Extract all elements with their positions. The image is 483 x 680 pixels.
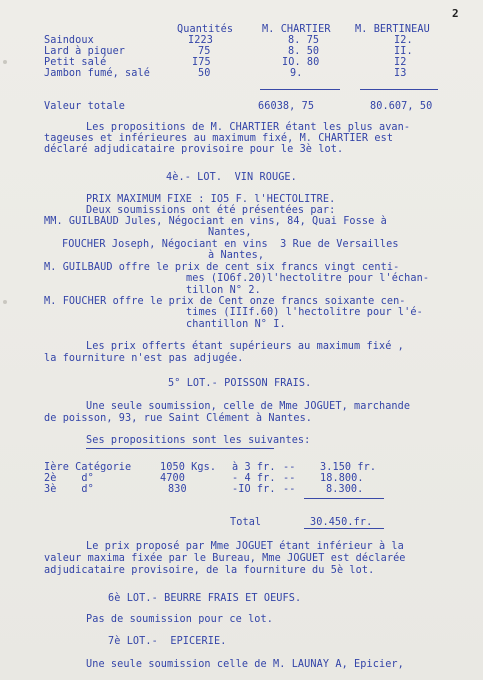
- table-row-item: Lard à piquer: [44, 46, 126, 57]
- lot7-heading: 7è LOT.- EPICERIE.: [108, 636, 227, 647]
- table-total-rule: [360, 89, 438, 90]
- table-header-chartier: M. CHARTIER: [262, 24, 331, 35]
- paragraph-line: valeur maxima fixée par le Bureau, Mme JOGUET est déclarée: [44, 553, 406, 564]
- lot4-prix-maximum: PRIX MAXIMUM FIXE : IO5 F. l'HECTOLITRE.: [86, 194, 336, 205]
- table-row-item: Petit salé: [44, 57, 107, 68]
- table-total-bertineau: 80.607, 50: [370, 101, 433, 112]
- lot5-total-rule: [304, 498, 384, 499]
- paragraph-line: Le prix proposé par Mme JOGUET étant inférieur à la: [86, 541, 404, 552]
- lot5-row-kgs: 1050 Kgs.: [160, 462, 217, 473]
- table-header-quantites: Quantités: [177, 24, 234, 35]
- paragraph-line: tillon N° 2.: [186, 285, 261, 296]
- table-row-bertineau: II.: [394, 46, 413, 57]
- lot5-row-kgs: 4700: [160, 473, 185, 484]
- paragraph-line: la fourniture n'est pas adjugée.: [44, 353, 244, 364]
- paragraph-line: M. FOUCHER offre le prix de Cent onze francs soixante cen-: [44, 296, 406, 307]
- table-total-rule: [260, 89, 340, 90]
- lot5-row-dashes: --: [283, 484, 296, 495]
- binder-hole: [3, 60, 7, 64]
- table-row-bertineau: I3: [394, 68, 407, 79]
- table-row-qty: I223: [188, 35, 213, 46]
- lot5-row-total: 3.150 fr.: [320, 462, 377, 473]
- paragraph-line: FOUCHER Joseph, Négociant en vins 3 Rue de Versailles: [62, 239, 399, 250]
- paragraph-line: Nantes,: [208, 227, 252, 238]
- table-total-chartier: 66038, 75: [258, 101, 315, 112]
- table-row-qty: I75: [192, 57, 211, 68]
- page-number: 2: [452, 7, 459, 20]
- lot5-total-label: Total: [230, 517, 262, 528]
- lot5-row-dashes: --: [283, 462, 296, 473]
- lot5-row-price: -IO fr.: [232, 484, 276, 495]
- paragraph-line: times (IIIf.60) l'hectolitre pour l'é-: [186, 307, 423, 318]
- heading-underline: [86, 448, 274, 449]
- paragraph-line: adjudicataire provisoire, de la fourniture du 5è lot.: [44, 565, 375, 576]
- table-row-chartier: 9.: [290, 68, 303, 79]
- lot5-row-price: à 3 fr.: [232, 462, 276, 473]
- paragraph-line: Deux soumissions ont été présentées par:: [86, 205, 336, 216]
- table-row-bertineau: I2: [394, 57, 407, 68]
- paragraph-line: tageuses et inférieures au maximum fixé, M. CHARTIER est: [44, 133, 394, 144]
- lot5-row-category: Ière Catégorie: [44, 462, 132, 473]
- table-row-chartier: 8. 50: [288, 46, 320, 57]
- lot5-total-value: 30.450.fr.: [310, 517, 373, 528]
- table-row-item: Saindoux: [44, 35, 94, 46]
- paragraph-line: déclaré adjudicataire provisoire pour le 3è lot.: [44, 144, 344, 155]
- lot5-total-underline: [304, 528, 384, 529]
- lot5-row-dashes: --: [283, 473, 296, 484]
- lot5-row-total: 8.300.: [326, 484, 364, 495]
- table-header-bertineau: M. BERTINEAU: [355, 24, 430, 35]
- binder-hole: [3, 300, 7, 304]
- lot5-heading: 5° LOT.- POISSON FRAIS.: [168, 378, 312, 389]
- paragraph-line: Une seule soumission celle de M. LAUNAY A, Epicier,: [86, 659, 404, 670]
- paragraph-line: de poisson, 93, rue Saint Clément à Nantes.: [44, 413, 313, 424]
- table-row-qty: 50: [198, 68, 211, 79]
- lot4-heading: 4è.- LOT. VIN ROUGE.: [166, 172, 297, 183]
- table-row-item: Jambon fumé, salé: [44, 68, 150, 79]
- lot5-row-price: - 4 fr.: [232, 473, 276, 484]
- lot5-row-category: 3è d°: [44, 484, 94, 495]
- paragraph-line: Les propositions de M. CHARTIER étant les plus avan-: [86, 122, 411, 133]
- lot5-row-total: 18.800.: [320, 473, 364, 484]
- table-total-label: Valeur totale: [44, 101, 126, 112]
- paragraph-line: Pas de soumission pour ce lot.: [86, 614, 274, 625]
- lot5-row-category: 2è d°: [44, 473, 94, 484]
- table-row-bertineau: I2.: [394, 35, 413, 46]
- table-row-chartier: IO. 80: [282, 57, 320, 68]
- paragraph-line: Les prix offerts étant supérieurs au maximum fixé ,: [86, 341, 404, 352]
- lot6-heading: 6è LOT.- BEURRE FRAIS ET OEUFS.: [108, 593, 302, 604]
- paragraph-line: chantillon N° I.: [186, 319, 286, 330]
- paragraph-line: M. GUILBAUD offre le prix de cent six francs vingt centi-: [44, 262, 400, 273]
- table-row-chartier: 8. 75: [288, 35, 320, 46]
- paragraph-line: Une seule soumission, celle de Mme JOGUET, marchande: [86, 401, 411, 412]
- paragraph-line: MM. GUILBAUD Jules, Négociant en vins, 84, Quai Fosse à: [44, 216, 387, 227]
- paragraph-line: mes (IO6f.20)l'hectolitre pour l'échan-: [186, 273, 430, 284]
- table-row-qty: 75: [198, 46, 211, 57]
- lot5-row-kgs: 830: [168, 484, 187, 495]
- paragraph-line: à Nantes,: [208, 250, 265, 261]
- lot5-propositions-heading: Ses propositions sont les suivantes:: [86, 435, 311, 446]
